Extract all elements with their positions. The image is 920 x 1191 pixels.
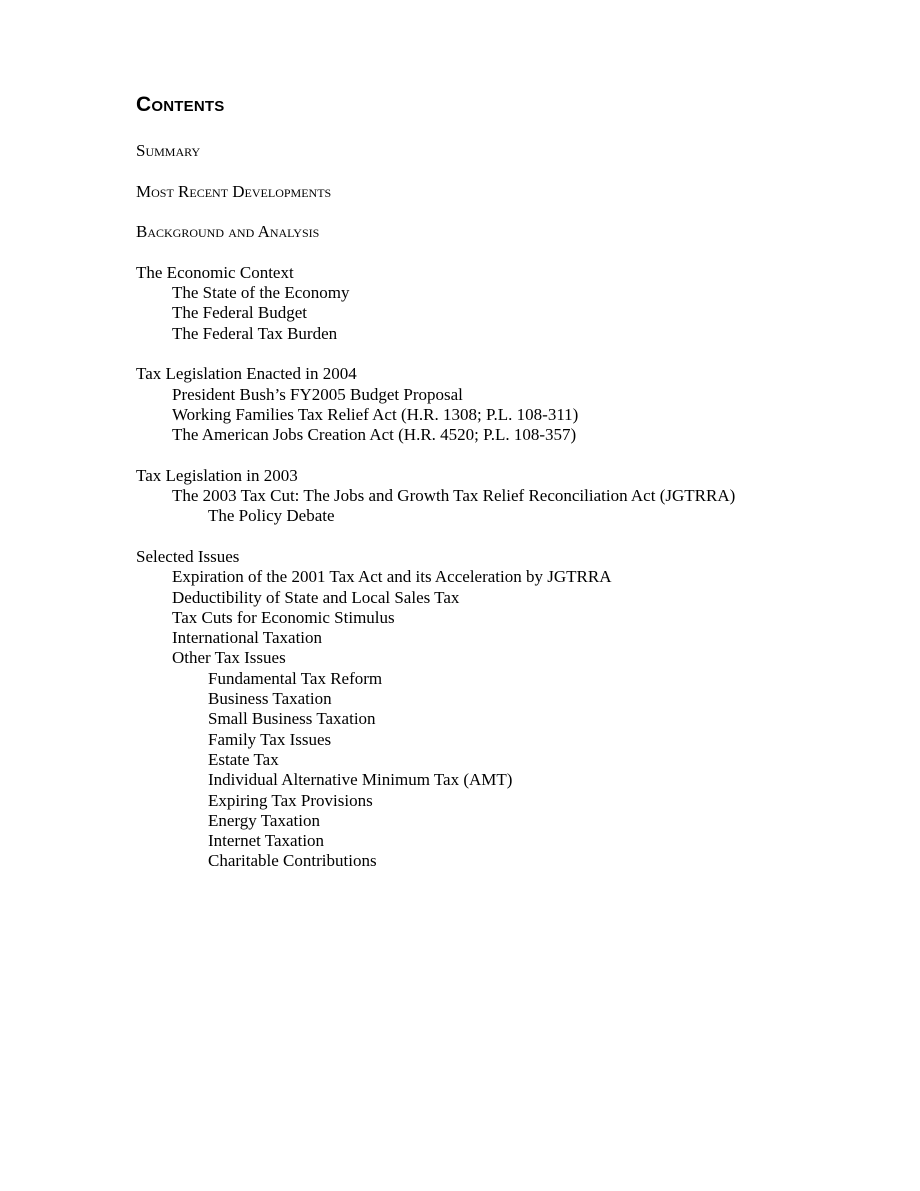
toc-subsubentry[interactable]: Expiring Tax Provisions (208, 790, 373, 810)
toc-subentry[interactable]: President Bush’s FY2005 Budget Proposal (172, 384, 463, 404)
toc-subsubentry[interactable]: Business Taxation (208, 689, 332, 709)
toc-subentry[interactable]: Tax Cuts for Economic Stimulus (172, 607, 395, 627)
toc-subentry[interactable]: The Federal Tax Burden (172, 323, 338, 343)
toc-entry-economic-context[interactable]: The Economic Context (136, 262, 294, 282)
toc-subsubentry[interactable]: Internet Taxation (208, 831, 325, 851)
toc-subsubentry[interactable]: Family Tax Issues (208, 729, 332, 749)
toc-subentry[interactable]: Other Tax Issues (172, 648, 286, 668)
toc-subentry[interactable]: The American Jobs Creation Act (H.R. 4520; P.L. 108-357) (172, 425, 577, 445)
toc-entry-most-recent-developments[interactable]: Most Recent Developments (136, 181, 332, 201)
toc-subentry[interactable]: Working Families Tax Relief Act (H.R. 1308; P.L. 108-311) (172, 404, 579, 424)
toc-subentry[interactable]: The Federal Budget (172, 303, 308, 323)
toc-subsubentry[interactable]: The Policy Debate (208, 506, 335, 526)
toc-entry-legislation-2003[interactable]: Tax Legislation in 2003 (136, 465, 298, 485)
toc-subsubentry[interactable]: Individual Alternative Minimum Tax (AMT) (208, 770, 513, 790)
page-title: Contents (136, 93, 225, 116)
toc-subentry[interactable]: Expiration of the 2001 Tax Act and its Acceleration by JGTRRA (172, 567, 612, 587)
toc-subentry[interactable]: Deductibility of State and Local Sales Tax (172, 587, 460, 607)
toc-entry-background-and-analysis[interactable]: Background and Analysis (136, 222, 320, 242)
toc-subsubentry[interactable]: Estate Tax (208, 749, 279, 769)
toc-entry-legislation-2004[interactable]: Tax Legislation Enacted in 2004 (136, 364, 357, 384)
toc-subentry[interactable]: The State of the Economy (172, 283, 350, 303)
toc-subentry[interactable]: International Taxation (172, 628, 323, 648)
toc-entry-summary[interactable]: Summary (136, 141, 201, 160)
toc-subsubentry[interactable]: Fundamental Tax Reform (208, 668, 383, 688)
toc-subentry[interactable]: The 2003 Tax Cut: The Jobs and Growth Tax Relief Reconciliation Act (JGTRRA) (172, 486, 736, 506)
toc-subsubentry[interactable]: Energy Taxation (208, 810, 320, 830)
toc-subsubentry[interactable]: Charitable Contributions (208, 851, 377, 871)
table-of-contents (136, 141, 896, 872)
toc-entry-selected-issues[interactable]: Selected Issues (136, 546, 240, 566)
toc-subsubentry[interactable]: Small Business Taxation (208, 709, 376, 729)
